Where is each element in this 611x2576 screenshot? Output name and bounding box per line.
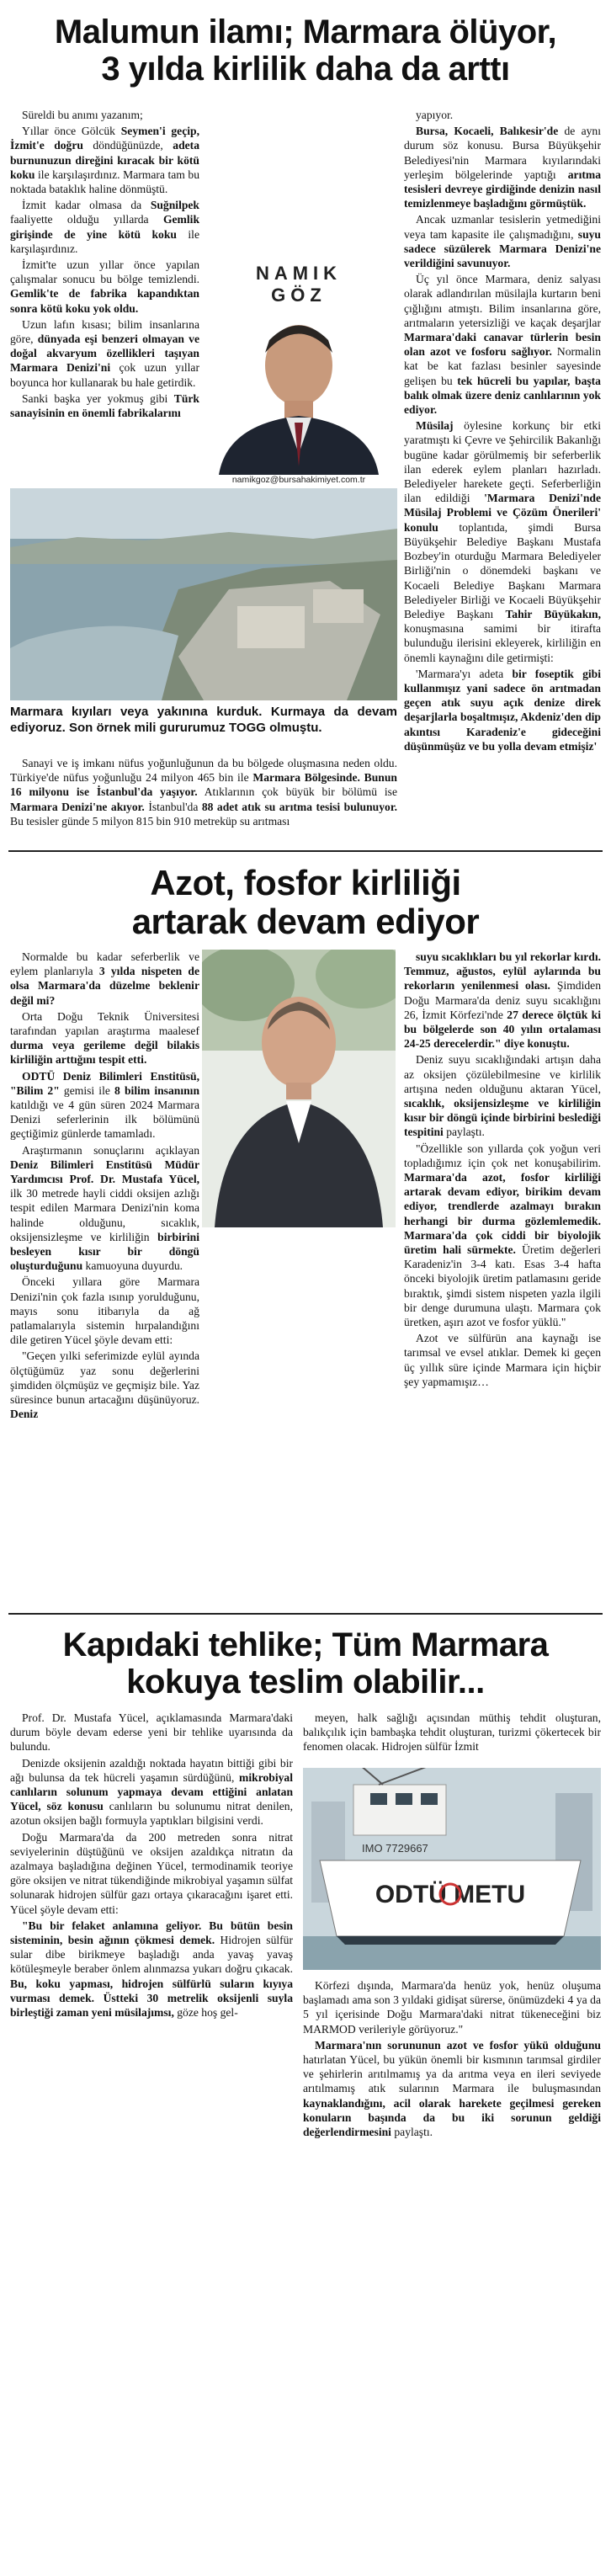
author-photo <box>202 306 396 475</box>
article1-headline-line2: 3 yılda kirlilik daha da arttı <box>101 51 510 88</box>
author-name-line1: NAMIK <box>255 263 343 284</box>
article3-col-right: meyen, halk sağlığı açısından müthiş tehdit oluşturan, balıkçılık için bambaşka tehdit oluşturan, turizmi çökertecek bir fenomen olacak. Hidrojen sülfür İzmit <box>303 1711 601 1754</box>
coastline-photo <box>10 488 397 700</box>
article2-headline-line2: artarak devam ediyor <box>131 902 480 941</box>
author-name-line2: GÖZ <box>271 285 327 306</box>
article1-col-left: Süreldi bu anımı yazanım; Yıllar önce Gölcük Seymen'i geçip, İzmit'e doğru döndüğünüzde, adeta burnunuzun direğini kıracak bir kötü koku ile karşılaşırdınız. Marmara tam bu noktada bataklık haline dönmüştü. İzmit kadar olmasa da Suğnilpek faaliyette olduğu yıllarda Gemlik girişinde de yine kötü koku ile karşılaşırdınız. İzmit'te uzun yıllar önce yapılan çalışmalar sonucu bu bölge temizlendi. Gemlik'te de fabrika kapandıktan sonra kötü koku yok oldu. Uzun lafın kısası; bilim insanlarına göre, dünyada eşi benzeri olmayan ve doğal akvaryum özellikleri taşıyan Marmara Denizi'ni çok uzun yıllar boyunca hor kullanarak bu hale getirdik. Sanki başka yer yokmuş gibi Türk sanayisinin en önemli fabrikalarını <box>10 109 200 420</box>
article1-col-right: yapıyor. Bursa, Kocaeli, Balıkesir'de de aynı durum söz konusu. Bursa Büyükşehir Belediyesi'nin Marmara kıyılarındaki yerleşim bölgelerinde yaptığı arıtma tesisleri devreye girdiğinde denizin nasıl temizlenmeye başladığını görmüştük. Ancak uzmanlar tesislerin yetmediğini veya tam kapasite ile çalışmadığını, suyu sadece süzülerek Marmara Denizi'ne verildiğini savunuyor. Üç yıl önce Marmara, deniz salyası olarak adlandırılan müsilajla kurtarın beni çığlığını atmıştı. Bilim insanlarına göre, arıtmaların yetersizliği ve kaçak deşarjlar Marmara'daki canavar türlerin besin olan azot ve fosforu sağlıyor. Normalin kat be kat fazlası besinler sayesinde gelişen bu tek hücreli bu yapılar, başta balık olmak üzere deniz canlılarının yok ediyor. Müsilaj öylesine korkunç bir etki yaratmıştı ki Çevre ve Şehircilik Bakanlığı bugüne kadar görülmemiş bir seferberlik ilan ederek eylem planları hazırladı. Belediyeler harekete geçti. Seferberliğin ilan edildiği 'Marmara Denizi'nde Müsilaj Problemi ve Çözüm Önerileri' konulu toplantıda, şimdi Bursa Büyükşehir Belediye Başkanı Mustafa Bozbey'in oturduğu Marmara Belediyeler Birliği'nin o dönemdeki başkanı ve Kocaeli Belediye Başkanı Marmara Belediyeler Birliği ve Kocaeli Büyükşehir Belediye Başkanı Tahir Büyükakın, konuşmasına samimi bir itirafta bulunduğu ilerisini ekleyerek, kirliliğin en önemli kaynağını dile getirmişti: 'Marmara'yı adeta bir foseptik gibi kullanmışız yani sadece ön arıtmadan geçen atık suyu açık denize direk deşarjlarla boşaltmışız, Akdeniz'den dip akıntısı Karadeniz'e gideceğini düşünmüşüz ve bu yolla devam etmişiz' <box>404 109 602 753</box>
article3-col-right-bottom: Körfezi dışında, Marmara'da henüz yok, henüz oluşuma başlamadı ama son 3 yıldaki gidişat sürerse, önümüzdeki 4 ya da 5 yıl içerisinde Doğu Marmara'daki nitrat tükeneceğini biz MARMOD verileriyle görüyoruz." Marmara'nın sorununun azot ve fosfor yükü olduğunu hatırlatan Yücel, bu yükün önemli bir kısmının tarımsal girdiler ve şehirlerin arıtılmamış ya da arıtma veya en ileri seviyede arıtılmamış atık sularının Marmara ile buluşmasından kaynaklandığını, acil olarak harekete geçilmesi gereken konuların başında da bu iki sorunun geldiği değerlendirmesini paylaştı. <box>303 1979 601 2139</box>
author-email: namikgoz@bursahakimiyet.com.tr <box>231 475 366 485</box>
article1-headline-line1: Malumun ilamı; Marmara ölüyor, <box>54 13 557 51</box>
research-ship-photo <box>303 1768 601 1970</box>
article1-col-bottom: Sanayi ve iş imkanı nüfus yoğunluğunun da bu bölgede oluşmasına neden oldu. Türkiye'de nüfus yoğunluğu 24 milyon 465 bin ile Marmara Bölgesinde. Bunun 16 milyonu ise İstanbul'da yaşıyor. Atıklarının çok büyük bir bölümü ise Marmara Denizi'ne akıyor. İstanbul'da 88 adet atık su arıtma tesisi bulunuyor. Bu tesisler günde 5 milyon 815 bin 910 metreküp su arıtması <box>10 757 397 828</box>
divider-2 <box>8 1613 603 1615</box>
article1-headline <box>0 0 611 88</box>
article2-headline-line1: Azot, fosfor kirliliği <box>150 863 461 902</box>
article2-col-right: suyu sıcaklıkları bu yıl rekorlar kırdı. Temmuz, ağustos, eylül aylarında bu rekorların yenilenmesi olası. Şimdiden Doğu Marmara'da deniz suyu sıcaklığını 26, İzmit Körfezi'nde 27 derece ölçtük ki bu bölgelerde son 40 yılın ortalaması 24-25 derecelerdir." diye konuştu. Deniz suyu sıcaklığındaki artışın daha az oksijen çözülebilmesine ve kirlilik artışına neden olduğunu aktaran Yücel, sıcaklık, oksijensizleşme ve kirliliğin kısır bir döngü içinde birbirini beslediği tespitini paylaştı. "Özellikle son yıllarda çok yoğun veri topladığımız için çok net konuşabilirim. Marmara'da azot, fosfor kirliliği artarak devam ediyor, birikim devam ediyor, trendlerde azalmayı bırakın herhangi bir durma gözlemlemedik. Marmara'da çok ciddi bir biyolojik üretim hali sürmekte. Üretim değerleri Karadeniz'in 3-4 katı. Esas 3-4 hafta önceki biyolojik üretim patlamasını geride bıraktık, şimdi sistem nispeten yazla ilgili bir denge durumuna ulaştı. Marmara çok üretken, aşırı azot ve fosfor yüklü." Azot ve sülfürün ana kaynağı ise tarımsal ve evsel atıklar. Demek ki geçen üç yıllık süre içinde Marmara için hiçbir şey yapmamışız… <box>404 950 601 1388</box>
ship-name: ODTÜ METU <box>375 1881 526 1908</box>
article3-headline <box>0 1618 611 1700</box>
article3-col-left: Prof. Dr. Mustafa Yücel, açıklamasında Marmara'daki durum böyle devam ederse yeni bir tehlike uyarısında da bulundu. Denizde oksijenin azaldığı noktada hayatın bittiği gibi bir ağı bulunsa da tek hücreli yaşamın sürdüğünü, mikrobiyal canlıların solunum yapmaya devam ettiğini anlatan Yücel, söz konusu canlıların bu solunumu nitrat denilen, azotun oksijen bağlı formuyla yaptıkları bilgisini verdi. Doğu Marmara'da da 200 metreden sonra nitrat seviyelerinin düştüğünü ve oksijen azaldıkça nitratın da azalmaya başladığına değinen Yücel, termodinamik teoriye göre oksijen ve nitrat tükendiğinde mikrobiyal yaşamın sülfat solunarak hidrojen sülfür gazı ortaya çıkaracağını işaret etti. Yücel şöyle devam etti: "Bu bir felaket anlamına geliyor. Bu bütün besin sisteminin, besin ağının çökmesi demek. Hidrojen sülfür sular dibe birikmeye başladığı anda yavaş yavaş kötüleşmeyle beraber önlem alınmazsa yukarı doğru çıkacak. Bu, koku yapması, hidrojen sülfürlü suların kıyıya vurması demek. Üstteki 30 metrelik oksijenli suyla birleştiği zaman yeni müsilajımsı, göze hoş gel- <box>10 1711 294 2020</box>
coastline-photo-caption: Marmara kıyıları veya yakınına kurduk. Kurmaya da devam ediyoruz. Son örnek mili gururumuz TOGG olmuştu. <box>10 705 397 735</box>
divider-1 <box>8 850 603 852</box>
article2-headline <box>0 855 611 941</box>
author-byline <box>202 259 396 485</box>
article3-headline-line2: kokuya teslim olabilir... <box>126 1663 485 1700</box>
ship-imo-number: IMO 7729667 <box>362 1842 428 1855</box>
article2-col-left: Normalde bu kadar seferberlik ve eylem planlarıyla 3 yılda nispeten de olsa Marmara'da düzelme beklenir değil mi? Orta Doğu Teknik Üniversitesi tarafından yapılan araştırma maalesef durma veya gerileme değil bilakis kirliliğin arttığını tespit etti. ODTÜ Deniz Bilimleri Enstitüsü, "Bilim 2" gemisi ile 8 bilim insanının katıldığı ve 4 gün süren 2024 Marmara Denizi seferlerinin ilk bölümünü geçtiğimiz günlerde tamamladı. Araştırmanın sonuçlarını açıklayan Deniz Bilimleri Enstitüsü Müdür Yardımcısı Prof. Dr. Mustafa Yücel, ilk 30 metrede hayli ciddi oksijen azlığı tespit edilen Marmara Denizi'nin koma halinde olduğunu, sıcaklık, oksijensizleşme ve kirliliğin birbirini besleyen kısır bir döngü oluşturduğunu kamuoyuna duyurdu. Önceki yıllara göre Marmara Denizi'nin çok fazla ısınıp yorulduğunu, mayıs sonu itibarıyla da ağ patlamalarıyla sistemin hırpalandığını dile getiren Yücel şöyle devam etti: "Geçen yılki seferimizde eylül ayında ölçtüğümüz yaz sonu değerlerini şimdiden ölçmüşüz ve geçmişiz bile. Yaz süresince bunun artacağını düşünüyoruz. Deniz <box>10 950 200 1421</box>
professor-photo <box>202 950 396 1227</box>
article3-headline-line1: Kapıdaki tehlike; Tüm Marmara <box>62 1626 549 1663</box>
